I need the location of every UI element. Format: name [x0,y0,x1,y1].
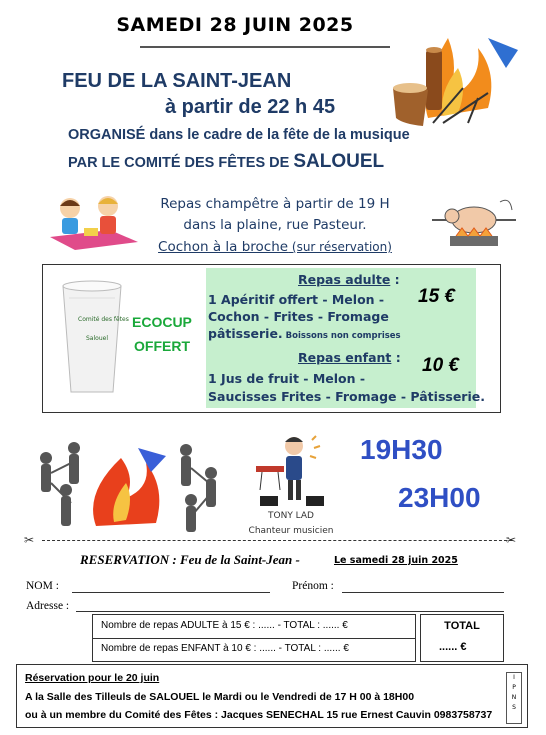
info-box [16,664,528,728]
child-order-row [93,638,415,661]
meal-roast-pig: Cochon à la broche [158,239,289,255]
info-line-2: ou à un membre du Comité des Fêtes : Jacques SENECHAL 15 rue Ernest Cauvin 0983758737 [25,709,493,721]
adult-order-text[interactable]: Nombre de repas ADULTE à 15 € : ...... - TOTAL : ...... € [101,620,348,631]
event-date: SAMEDI 28 JUIN 2025 [116,14,354,36]
picnic-kids-illustration [50,192,140,252]
ipns-letter-n: N [511,694,517,701]
child-price: 10 € [422,355,459,376]
adult-order-row [93,615,415,639]
adresse-label: Adresse : [26,600,70,612]
nom-field[interactable] [72,592,270,593]
title-divider [140,46,390,48]
scissors-right-icon: ✂ [506,533,517,547]
child-heading: Repas enfant [298,350,392,365]
child-menu-heading [298,350,401,366]
show-start-time: 19H30 [360,434,443,465]
adult-heading: Repas adulte [298,272,391,287]
artist-name: TONY LAD [268,511,314,521]
ipns-letter-p: P [512,684,516,691]
organised-by: ORGANISÉ dans le cadre de la fête de la musique [68,127,410,143]
adult-price: 15 € [418,286,455,307]
drinks-note: Boissons non comprises [282,331,401,341]
committee-town: SALOUEL [293,151,385,172]
adult-menu-line-2: Cochon - Frites - Fromage [208,309,389,324]
ipns-letter-i: I [513,674,515,681]
meal-line-2: dans la plaine, rue Pasteur. [183,217,367,233]
start-time: à partir de 22 h 45 [165,96,336,118]
child-order-text[interactable]: Nombre de repas ENFANT à 10 € : ...... - TOTAL : ...... € [101,643,349,654]
committee-prefix: PAR LE COMITÉ DES FÊTES DE [68,155,294,171]
prenom-field[interactable] [342,592,504,593]
total-value[interactable]: ...... € [439,641,467,653]
ecocup-offert: OFFERT [134,338,190,354]
prenom-label: Prénom : [292,580,334,592]
dancers-fire-illustration [26,428,226,536]
adult-menu-line-3 [208,326,401,344]
adult-menu-heading [298,272,400,288]
meal-line-1: Repas champêtre à partir de 19 H [160,196,390,212]
cut-line [42,540,512,541]
child-menu-line-1: 1 Jus de fruit - Melon - [208,371,366,386]
order-box [92,614,416,662]
nom-label: NOM : [26,580,59,592]
reservation-title: RESERVATION : Feu de la Saint-Jean - [80,552,300,567]
info-line-1: A la Salle des Tilleuls de SALOUEL le Mardi ou le Vendredi de 17 H 00 à 18H00 [25,691,415,703]
adult-pastry: pâtisserie. [208,326,283,341]
meal-reservation-note: (sur réservation) [288,240,392,254]
show-end-time: 23H00 [398,482,481,513]
child-menu-line-2: Saucisses Frites - Fromage - Pâtisserie. [208,389,485,404]
meal-line-3 [140,239,410,255]
adult-heading-colon: : [390,272,400,287]
committee-line [68,151,384,173]
singer-illustration [252,430,332,508]
ipns-notice [506,672,522,724]
ipns-letter-s: S [512,704,516,711]
event-title: FEU DE LA SAINT-JEAN [62,70,292,92]
drum-fire-illustration [388,28,528,128]
reservation-deadline: Réservation pour le 20 juin [25,672,160,684]
roast-pig-illustration [430,192,520,252]
reservation-date: Le samedi 28 juin 2025 [334,555,458,566]
cup-text-1: Comité des fêtes [78,316,129,323]
cup-text-2: Salouel [86,335,108,342]
total-box [420,614,504,662]
scissors-left-icon: ✂ [24,533,35,547]
adult-menu-line-1: 1 Apéritif offert - Melon - [208,292,385,307]
total-label: TOTAL [444,620,480,632]
artist-role: Chanteur musicien [248,526,334,536]
ecocup-label: ECOCUP [132,314,192,330]
adresse-field[interactable] [76,611,504,612]
child-heading-colon: : [391,350,401,365]
